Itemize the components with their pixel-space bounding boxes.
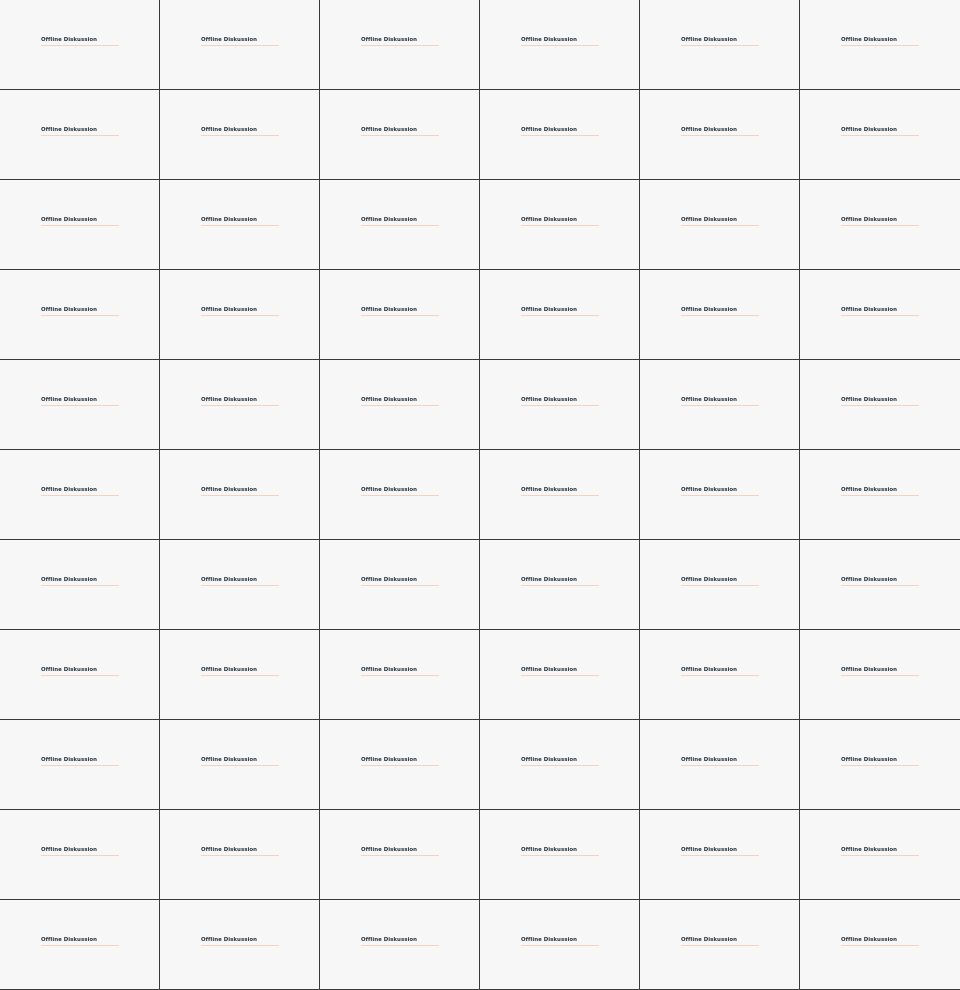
discussion-tile[interactable] [0, 180, 160, 270]
tile-title: Offline Diskussion [361, 216, 439, 226]
tile-title: Offline Diskussion [201, 216, 279, 226]
discussion-tile[interactable] [320, 90, 480, 180]
tile-title: Offline Diskussion [521, 486, 599, 496]
tile-title: Offline Diskussion [521, 666, 599, 676]
tile-title: Offline Diskussion [201, 126, 279, 136]
discussion-tile[interactable] [0, 450, 160, 540]
discussion-tile[interactable] [320, 900, 480, 990]
discussion-tile[interactable] [0, 90, 160, 180]
tile-title: Offline Diskussion [521, 756, 599, 766]
discussion-tile[interactable] [320, 0, 480, 90]
discussion-tile[interactable] [320, 180, 480, 270]
discussion-tile[interactable] [160, 630, 320, 720]
tile-title: Offline Diskussion [521, 936, 599, 946]
tile-title: Offline Diskussion [681, 576, 759, 586]
discussion-tile[interactable] [640, 720, 800, 810]
discussion-tile[interactable] [320, 810, 480, 900]
tile-title: Offline Diskussion [201, 936, 279, 946]
tile-title: Offline Diskussion [681, 666, 759, 676]
tile-title: Offline Diskussion [681, 756, 759, 766]
tile-title: Offline Diskussion [201, 486, 279, 496]
tile-title: Offline Diskussion [361, 756, 439, 766]
discussion-tile[interactable] [800, 540, 960, 630]
tile-title: Offline Diskussion [681, 306, 759, 316]
discussion-tile[interactable] [480, 270, 640, 360]
discussion-tile[interactable] [480, 630, 640, 720]
tile-title: Offline Diskussion [41, 576, 119, 586]
tile-title: Offline Diskussion [361, 36, 439, 46]
discussion-tile[interactable] [320, 720, 480, 810]
discussion-tile[interactable] [320, 360, 480, 450]
tile-title: Offline Diskussion [681, 216, 759, 226]
discussion-tile[interactable] [480, 720, 640, 810]
discussion-tile[interactable] [640, 450, 800, 540]
tile-title: Offline Diskussion [841, 216, 919, 226]
tile-title: Offline Diskussion [361, 666, 439, 676]
discussion-tile[interactable] [160, 540, 320, 630]
discussion-tile[interactable] [800, 810, 960, 900]
discussion-tile[interactable] [160, 360, 320, 450]
discussion-tile[interactable] [480, 180, 640, 270]
tile-title: Offline Diskussion [41, 846, 119, 856]
discussion-tile[interactable] [640, 0, 800, 90]
tile-title: Offline Diskussion [41, 36, 119, 46]
tile-title: Offline Diskussion [521, 306, 599, 316]
tile-title: Offline Diskussion [841, 576, 919, 586]
discussion-tile[interactable] [160, 180, 320, 270]
tile-title: Offline Diskussion [521, 126, 599, 136]
discussion-tile[interactable] [0, 0, 160, 90]
discussion-tile[interactable] [800, 0, 960, 90]
discussion-tile[interactable] [800, 630, 960, 720]
discussion-tile[interactable] [800, 720, 960, 810]
tile-title: Offline Diskussion [841, 666, 919, 676]
tile-title: Offline Diskussion [201, 396, 279, 406]
discussion-tile[interactable] [0, 810, 160, 900]
discussion-tile[interactable] [160, 720, 320, 810]
discussion-tile[interactable] [480, 900, 640, 990]
tile-title: Offline Diskussion [681, 36, 759, 46]
discussion-tile[interactable] [160, 90, 320, 180]
discussion-tile[interactable] [480, 360, 640, 450]
tile-title: Offline Diskussion [841, 936, 919, 946]
tile-title: Offline Diskussion [681, 126, 759, 136]
tile-title: Offline Diskussion [681, 396, 759, 406]
tile-title: Offline Diskussion [41, 396, 119, 406]
tile-title: Offline Diskussion [681, 936, 759, 946]
discussion-tile[interactable] [640, 90, 800, 180]
discussion-tile[interactable] [800, 270, 960, 360]
discussion-tile[interactable] [480, 540, 640, 630]
discussion-tile[interactable] [800, 450, 960, 540]
discussion-tile[interactable] [0, 720, 160, 810]
tile-title: Offline Diskussion [841, 486, 919, 496]
tile-title: Offline Diskussion [681, 486, 759, 496]
discussion-tile[interactable] [0, 900, 160, 990]
tile-title: Offline Diskussion [201, 756, 279, 766]
tile-title: Offline Diskussion [841, 846, 919, 856]
tile-title: Offline Diskussion [361, 486, 439, 496]
discussion-tile[interactable] [320, 270, 480, 360]
discussion-tile[interactable] [640, 630, 800, 720]
discussion-tile[interactable] [480, 450, 640, 540]
discussion-tile[interactable] [480, 0, 640, 90]
tile-title: Offline Diskussion [201, 306, 279, 316]
tile-title: Offline Diskussion [841, 756, 919, 766]
discussion-tile[interactable] [160, 0, 320, 90]
discussion-tile[interactable] [160, 810, 320, 900]
discussion-tile[interactable] [320, 630, 480, 720]
tile-title: Offline Diskussion [41, 216, 119, 226]
discussion-tile[interactable] [320, 450, 480, 540]
tile-title: Offline Diskussion [681, 846, 759, 856]
discussion-tile[interactable] [640, 540, 800, 630]
tile-title: Offline Diskussion [41, 306, 119, 316]
tile-title: Offline Diskussion [201, 36, 279, 46]
discussion-tile[interactable] [0, 270, 160, 360]
discussion-tile[interactable] [640, 810, 800, 900]
tile-title: Offline Diskussion [41, 486, 119, 496]
tile-title: Offline Diskussion [521, 216, 599, 226]
discussion-tile[interactable] [160, 270, 320, 360]
tile-title: Offline Diskussion [521, 846, 599, 856]
tile-title: Offline Diskussion [201, 576, 279, 586]
discussion-tile[interactable] [640, 180, 800, 270]
tile-title: Offline Diskussion [361, 396, 439, 406]
discussion-tile[interactable] [0, 630, 160, 720]
discussion-tile[interactable] [640, 270, 800, 360]
discussion-tile[interactable] [160, 450, 320, 540]
discussion-tile[interactable] [0, 540, 160, 630]
discussion-tile[interactable] [160, 900, 320, 990]
tile-title: Offline Diskussion [521, 36, 599, 46]
tile-title: Offline Diskussion [361, 576, 439, 586]
tile-title: Offline Diskussion [841, 126, 919, 136]
discussion-tile[interactable] [640, 360, 800, 450]
discussion-tile[interactable] [480, 810, 640, 900]
tile-title: Offline Diskussion [361, 126, 439, 136]
tile-title: Offline Diskussion [41, 126, 119, 136]
discussion-tile[interactable] [800, 90, 960, 180]
tile-title: Offline Diskussion [841, 306, 919, 316]
tile-title: Offline Diskussion [41, 666, 119, 676]
tile-title: Offline Diskussion [521, 576, 599, 586]
discussion-tile[interactable] [0, 360, 160, 450]
discussion-tile[interactable] [320, 540, 480, 630]
discussion-tile[interactable] [640, 900, 800, 990]
discussion-tile[interactable] [800, 360, 960, 450]
tile-title: Offline Diskussion [521, 396, 599, 406]
tile-title: Offline Diskussion [201, 666, 279, 676]
tile-title: Offline Diskussion [201, 846, 279, 856]
discussion-tile[interactable] [800, 900, 960, 990]
tile-title: Offline Diskussion [841, 36, 919, 46]
tile-title: Offline Diskussion [361, 846, 439, 856]
tile-title: Offline Diskussion [41, 756, 119, 766]
tile-title: Offline Diskussion [841, 396, 919, 406]
discussion-tile[interactable] [800, 180, 960, 270]
tile-title: Offline Diskussion [361, 936, 439, 946]
tile-title: Offline Diskussion [361, 306, 439, 316]
discussion-tile[interactable] [480, 90, 640, 180]
tile-title: Offline Diskussion [41, 936, 119, 946]
